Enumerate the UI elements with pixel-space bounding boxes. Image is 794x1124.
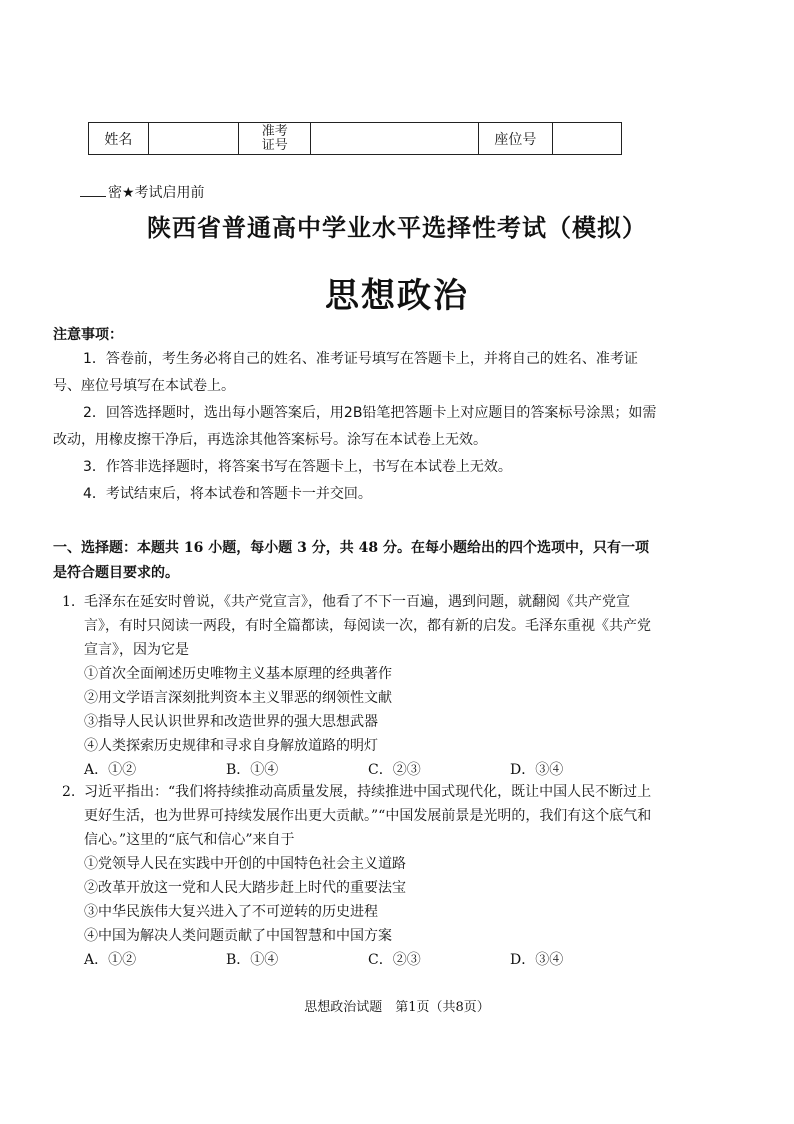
question-option: ③指导人民认识世界和改造世界的强大思想武器	[84, 714, 378, 730]
choice-d: D．③④	[510, 952, 564, 968]
name-label: 姓名	[89, 123, 149, 154]
question-option: ①党领导人民在实践中开创的中国特色社会主义道路	[84, 856, 406, 872]
question-stem: 毛泽东在延安时曾说，《共产党宣言》，他看了不下一百遍，遇到问题，就翻阅《共产党宣言》，有时只阅读一两段，有时全篇都读，每阅读一次，都有新的启发。毛泽东重视《共产党宣言》，因为它是	[84, 594, 651, 658]
question-option: ①首次全面阐述历史唯物主义基本原理的经典著作	[84, 666, 392, 682]
answer-choices	[84, 758, 652, 782]
choice-d: D．③④	[510, 762, 564, 778]
question-number: 1.	[62, 594, 76, 610]
answer-choices	[84, 948, 652, 972]
choice-a: A．①②	[84, 762, 137, 778]
question-stem: 习近平指出：“我们将持续推动高质量发展，持续推进中国式现代化，既让中国人民不断过上更好生活，也为世界可持续发展作出更大贡献。”“中国发展前景是光明的，我们有这个底气和信心。”这里的“底气和信心”来自于	[84, 784, 652, 848]
name-field[interactable]	[149, 123, 240, 154]
exam-title: 陕西省普通高中学业水平选择性考试（模拟）	[147, 214, 647, 242]
choice-b: B．①④	[226, 952, 279, 968]
question-1	[62, 590, 652, 782]
question-option: ②改革开放这一党和人民大踏步赶上时代的重要法宝	[84, 880, 406, 896]
choice-c: C．②③	[368, 762, 421, 778]
page-footer: 思想政治试题 第1页（共8页）	[304, 1000, 490, 1015]
question-number: 2.	[62, 784, 76, 800]
question-2	[62, 780, 652, 972]
choice-b: B．①④	[226, 762, 279, 778]
notice-item: 1．答卷前，考生务必将自己的姓名、准考证号填写在答题卡上，并将自己的姓名、准考证号、座位号填写在本试卷上。	[53, 351, 638, 394]
choice-c: C．②③	[368, 952, 421, 968]
seat-number-label: 座位号	[479, 123, 554, 154]
ticket-number-field[interactable]	[311, 123, 478, 154]
student-info-table	[88, 122, 622, 155]
section-heading: 一、选择题：本题共 16 小题，每小题 3 分，共 48 分。在每小题给出的四个选项中，只有一项是符合题目要求的。	[53, 540, 649, 581]
notice-list	[53, 346, 663, 508]
notice-heading: 注意事项：	[53, 327, 123, 343]
question-option: ④人类探索历史规律和寻求自身解放道路的明灯	[84, 738, 378, 754]
ticket-label-line2: 证号	[261, 137, 288, 153]
seat-number-field[interactable]	[553, 123, 621, 154]
choice-a: A．①②	[84, 952, 137, 968]
notice-item: 2．回答选择题时，选出每小题答案后，用2B铅笔把答题卡上对应题目的答案标号涂黑；如需改动，用橡皮擦干净后，再选涂其他答案标号。涂写在本试卷上无效。	[53, 405, 657, 448]
ticket-number-label	[239, 123, 311, 154]
confidential-mark	[80, 182, 205, 202]
subject-title: 思想政治	[325, 276, 469, 316]
question-option: ④中国为解决人类问题贡献了中国智慧和中国方案	[84, 928, 392, 944]
ticket-label-line1: 准考	[261, 123, 288, 139]
confidential-blank	[80, 196, 106, 197]
notice-item: 4．考试结束后，将本试卷和答题卡一并交回。	[83, 486, 372, 502]
confidential-text: 密★考试启用前	[108, 185, 205, 201]
question-option: ③中华民族伟大复兴进入了不可逆转的历史进程	[84, 904, 378, 920]
notice-item: 3．作答非选择题时，将答案书写在答题卡上，书写在本试卷上无效。	[83, 459, 512, 475]
question-option: ②用文学语言深刻批判资本主义罪恶的纲领性文献	[84, 690, 392, 706]
